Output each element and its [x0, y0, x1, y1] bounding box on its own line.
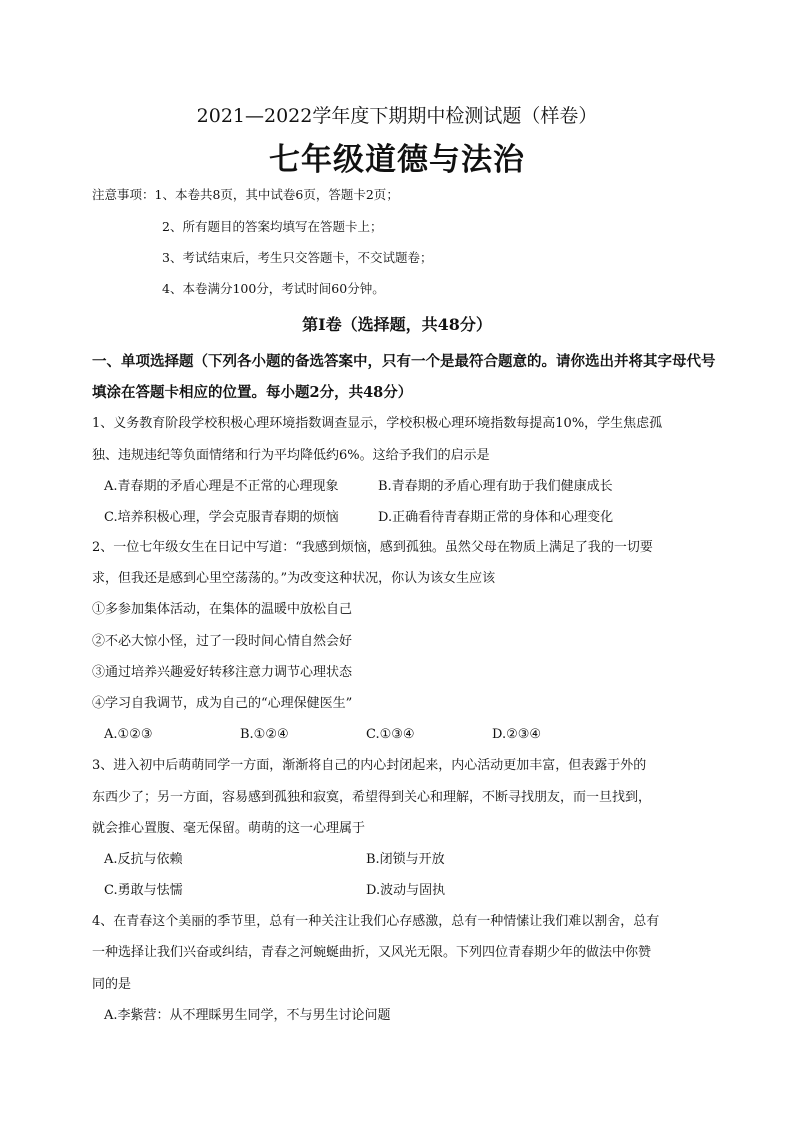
question-1-option-d: D.正确看待青春期正常的身体和心理变化 — [378, 510, 614, 525]
question-3-line-3: 就会推心置腹、毫无保留。萌萌的这一心理属于 — [92, 821, 366, 836]
question-1-line-1: 1、义务教育阶段学校积极心理环境指数调查显示，学校积极心理环境指数每提高10%，学生焦虑孤 — [92, 416, 663, 431]
question-4-line-1: 4、在青春这个美丽的季节里，总有一种关注让我们心存感激，总有一种情愫让我们难以割舍，总有 — [92, 914, 660, 929]
question-3-line-1: 3、进入初中后萌萌同学一方面，渐渐将自己的内心封闭起来，内心活动更加丰富，但表露于外的 — [92, 758, 647, 773]
exam-title: 2021—2022学年度下期期中检测试题（样卷） — [196, 105, 598, 127]
question-1-option-c: C.培养积极心理，学会克服青春期的烦恼 — [104, 510, 339, 525]
section-title: 第Ⅰ卷（选择题，共48分） — [302, 315, 492, 334]
note-line-4: 4、本卷满分100分，考试时间60分钟。 — [162, 281, 385, 296]
question-1-option-a: A.青春期的矛盾心理是不正常的心理现象 — [104, 479, 339, 494]
question-4-line-3: 同的是 — [92, 977, 132, 992]
instruction-line-1: 一、单项选择题（下列各小题的备选答案中，只有一个是最符合题意的。请你选出并将其字母代号 — [92, 353, 716, 370]
question-1-line-2: 独、违规违纪等负面情绪和行为平均降低约6%。这给予我们的启示是 — [92, 448, 490, 463]
note-line-3: 3、考试结束后，考生只交答题卡，不交试题卷； — [162, 250, 433, 265]
question-3-option-c: C.勇敢与怯懦 — [104, 883, 183, 898]
question-2-option-b: B.①②④ — [240, 727, 289, 742]
question-4-option-a: A.李紫营：从不理睬男生同学，不与男生讨论问题 — [104, 1008, 391, 1023]
question-2-item-1: ①多参加集体活动，在集体的温暖中放松自己 — [92, 602, 353, 617]
question-4-line-2: 一种选择让我们兴奋或纠结，青春之河蜿蜒曲折，又风光无限。下列四位青春期少年的做法中你赞 — [92, 945, 652, 960]
question-2-option-d: D.②③④ — [492, 727, 542, 742]
question-1-option-b: B.青春期的矛盾心理有助于我们健康成长 — [378, 479, 613, 494]
question-3-option-b: B.闭锁与开放 — [366, 852, 445, 867]
exam-subject-title: 七年级道德与法治 — [269, 142, 525, 178]
note-line-2: 2、所有题目的答案均填写在答题卡上； — [162, 219, 383, 234]
question-2-item-3: ③通过培养兴趣爱好转移注意力调节心理状态 — [92, 665, 353, 680]
instruction-line-2: 填涂在答题卡相应的位置。每小题2分，共48分） — [92, 384, 413, 401]
question-2-option-c: C.①③④ — [366, 727, 415, 742]
question-3-line-2: 东西少了；另一方面，容易感到孤独和寂寞，希望得到关心和理解，不断寻找朋友，而一旦找到， — [92, 790, 652, 805]
question-2-option-a: A.①②③ — [104, 727, 153, 742]
question-2-line-2: 求，但我还是感到心里空荡荡的。”为改变这种状况，你认为该女生应该 — [92, 571, 496, 586]
question-2-item-4: ④学习自我调节，成为自己的“心理保健医生” — [92, 696, 353, 711]
question-3-option-a: A.反抗与依赖 — [104, 852, 183, 867]
question-3-option-d: D.波动与固执 — [366, 883, 446, 898]
question-2-line-1: 2、一位七年级女生在日记中写道：“我感到烦恼，感到孤独。虽然父母在物质上满足了我的一切要 — [92, 540, 653, 555]
question-2-item-2: ②不必大惊小怪，过了一段时间心情自然会好 — [92, 634, 353, 649]
note-line-1: 注意事项：1、本卷共8页，其中试卷6页，答题卡2页； — [92, 187, 399, 202]
